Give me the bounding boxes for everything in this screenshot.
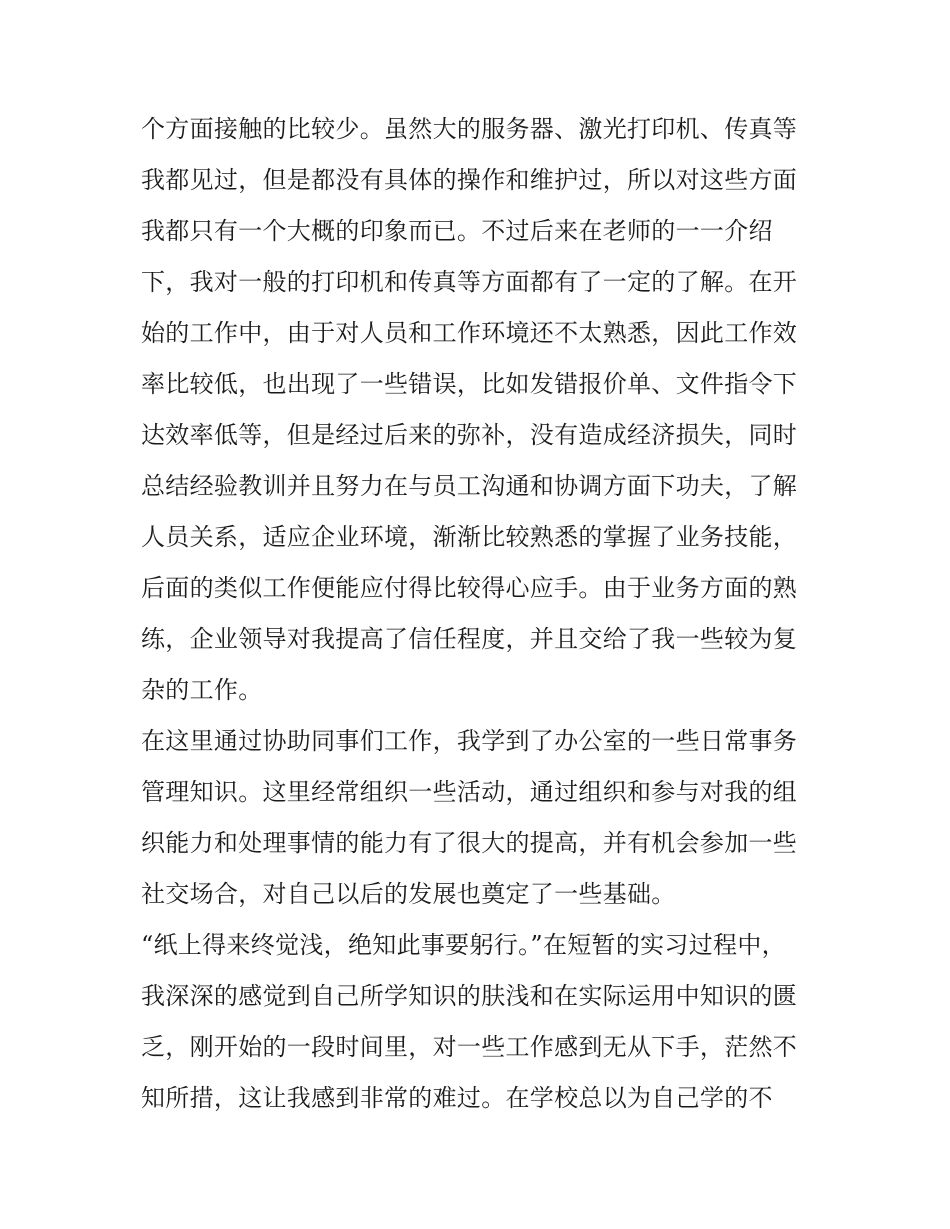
- text-line-20: 知所措，这让我感到非常的难过。在学校总以为自己学的不: [141, 1084, 773, 1112]
- text-line-5: 始的工作中，由于对人员和工作环境还不太熟悉，因此工作效: [141, 319, 798, 347]
- text-line-17: “纸上得来终觉浅，绝知此事要躬行。”在短暂的实习过程中，: [141, 931, 786, 959]
- text-line-19: 乏，刚开始的一段时间里，对一些工作感到无从下手，茫然不: [141, 1033, 798, 1061]
- text-line-7: 达效率低等，但是经过后来的弥补，没有造成经济损失，同时: [141, 421, 798, 449]
- text-line-12: 杂的工作。: [141, 676, 263, 704]
- text-line-2: 我都见过，但是都没有具体的操作和维护过，所以对这些方面: [141, 166, 798, 194]
- text-line-14: 管理知识。这里经常组织一些活动，通过组织和参与对我的组: [141, 778, 798, 806]
- text-line-9: 人员关系，适应企业环境，渐渐比较熟悉的掌握了业务技能，: [141, 523, 798, 551]
- text-line-3: 我都只有一个大概的印象而已。不过后来在老师的一一介绍: [141, 217, 773, 245]
- text-line-13: 在这里通过协助同事们工作，我学到了办公室的一些日常事务: [141, 727, 798, 755]
- text-line-18: 我深深的感觉到自己所学知识的肤浅和在实际运用中知识的匮: [141, 982, 798, 1010]
- text-line-6: 率比较低，也出现了一些错误，比如发错报价单、文件指令下: [141, 370, 798, 398]
- text-line-16: 社交场合，对自己以后的发展也奠定了一些基础。: [141, 880, 676, 908]
- text-line-15: 织能力和处理事情的能力有了很大的提高，并有机会参加一些: [141, 829, 798, 857]
- text-line-4: 下，我对一般的打印机和传真等方面都有了一定的了解。在开: [141, 268, 798, 296]
- text-line-11: 练，企业领导对我提高了信任程度，并且交给了我一些较为复: [141, 625, 798, 653]
- text-line-8: 总结经验教训并且努力在与员工沟通和协调方面下功夫，了解: [141, 472, 798, 500]
- body-text: [141, 104, 831, 1124]
- text-line-1: 个方面接触的比较少。虽然大的服务器、激光打印机、传真等: [141, 115, 798, 143]
- text-line-10: 后面的类似工作便能应付得比较得心应手。由于业务方面的熟: [141, 574, 798, 602]
